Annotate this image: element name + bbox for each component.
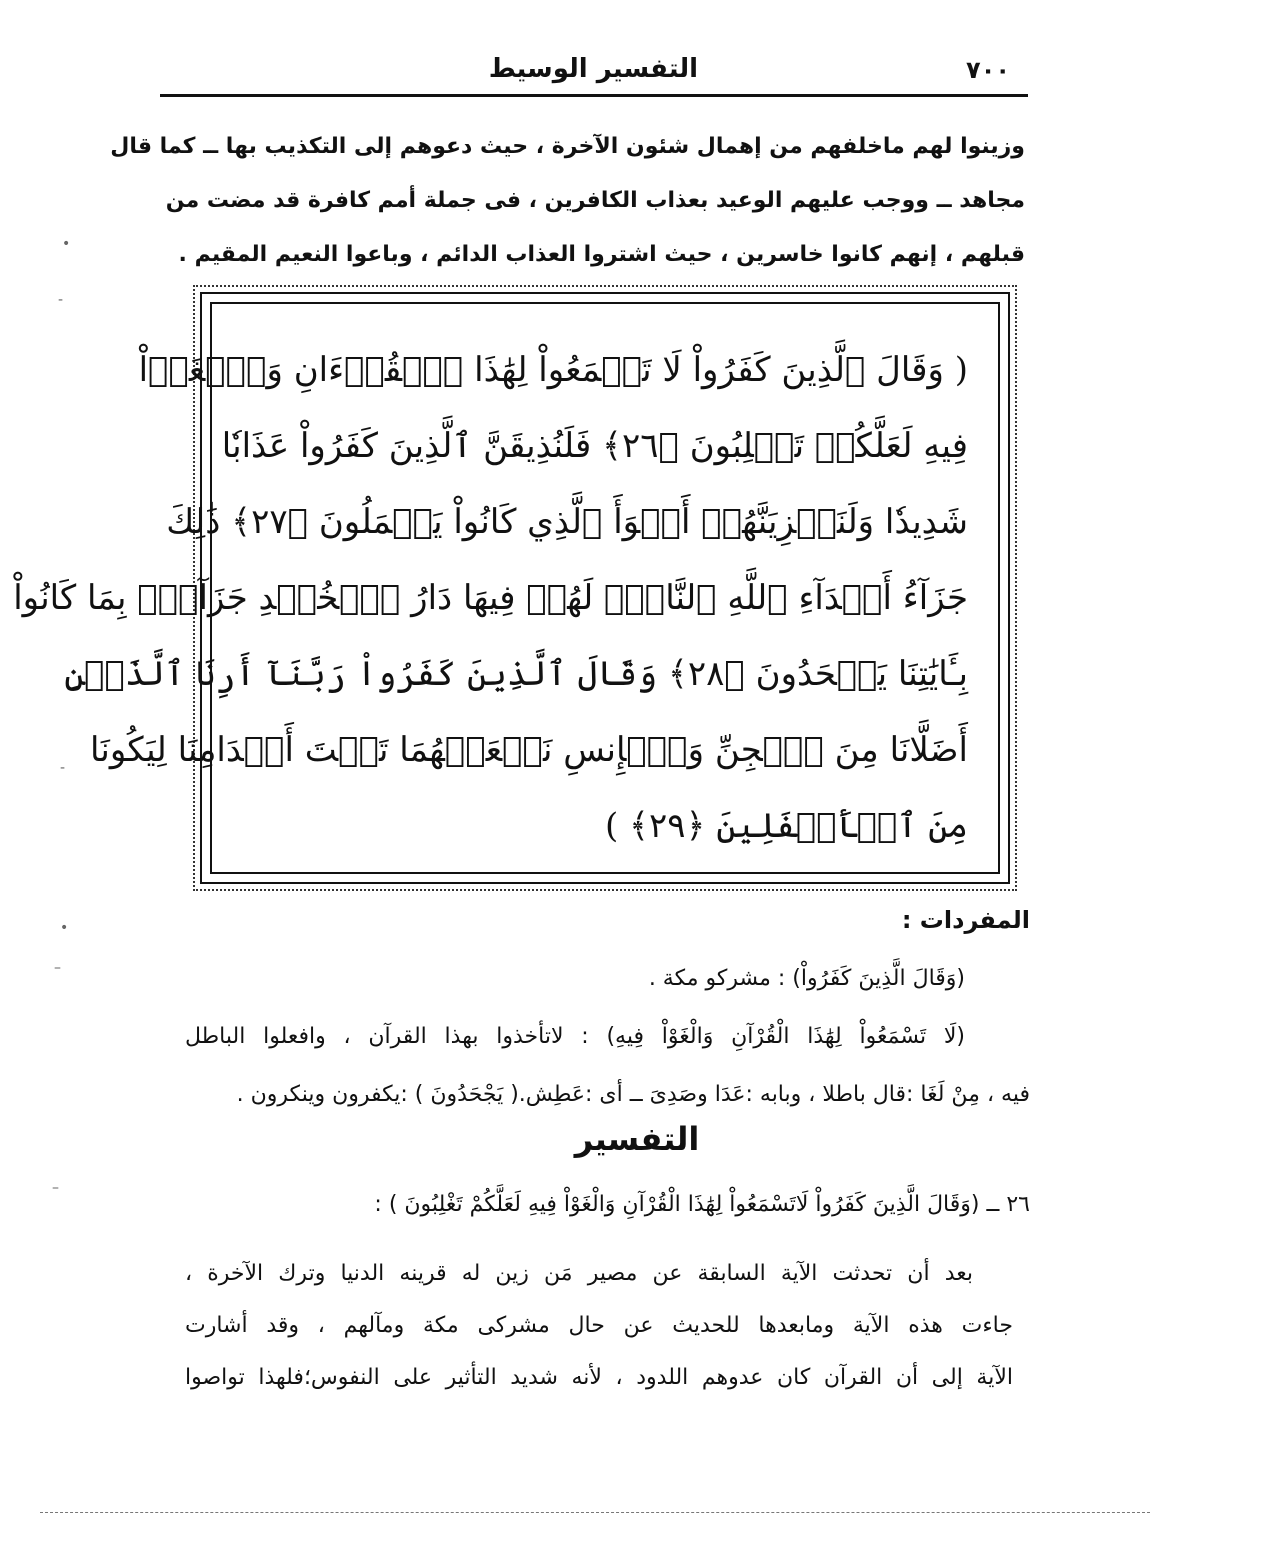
scan-speck: - (58, 292, 64, 308)
text-line: قبلهم ، إنهم كانوا خاسرين ، حيث اشتروا العذاب الدائم ، وباعوا النعيم المقيم . (178, 242, 1025, 267)
vocabulary-entry: (وَقَالَ الَّذِينَ كَفَرُواْ) : مشركو مكة . (648, 966, 965, 991)
text-line: وزينوا لهم ماخلفهم من إهمال شئون الآخرة ، حيث دعوهم إلى التكذيب بها ــ كما قال (110, 134, 1025, 159)
vocabulary-entry: فيه ، مِنْ لَغَا :قال باطلا ، وبابه :عَدَا وصَدِىَ ــ أى :عَطِش.( يَجْحَدُونَ ) :يكفرون وينكرون . (236, 1082, 1030, 1107)
verse-lines (13, 332, 968, 864)
page-number: ٧٠٠ (966, 56, 1010, 84)
section-title: التفسير (574, 1120, 700, 1158)
verse-26-heading: ٢٦ ــ (وَقَالَ الَّذِينَ كَفَرُواْ لَاتَسْمَعُواْ لِهَٰذَا الْقُرْآنِ وَالْغَوْاْ فِيهِ لَعَلَّكُمْ تَغْلِبُونَ ) : (374, 1192, 1030, 1217)
page-bottom-edge (40, 1512, 1150, 1513)
quran-verse-box (13, 292, 1010, 884)
scan-speck: – (52, 1180, 59, 1196)
scan-speck: - (60, 760, 66, 776)
verse-line: أَضَلَّانَا مِنَ ٱلۡجِنِّ وَٱلۡإِنسِ نَجۡعَلۡهُمَا تَحۡتَ أَقۡدَامِنَا لِيَكُونَا (90, 730, 968, 770)
verse-line: شَدِيدٗا وَلَنَجۡزِيَنَّهُمۡ أَسۡوَأَ ٱلَّذِي كَانُواْ يَعۡمَلُونَ ﴿٢٧﴾ ذَٰلِكَ (166, 502, 968, 542)
verse-line: بِـَٔايَٰتِنَا يَجۡحَدُونَ ﴿٢٨﴾ وَقَالَ ٱلَّذِينَ كَفَرُواْ رَبَّنَآ أَرِنَا ٱلَّذَيۡنِ (64, 654, 968, 694)
scan-speck: – (54, 960, 61, 976)
vocabulary-list (185, 950, 1030, 1124)
verse-line: فِيهِ لَعَلَّكُمۡ تَغۡلِبُونَ ﴿٢٦﴾ فَلَنُذِيقَنَّ ٱلَّذِينَ كَفَرُواْ عَذَابٗا (221, 426, 968, 466)
text-line: جاءت هذه الآية ومابعدها للحديث عن حال مشركى مكة ومآلهم ، وقد أشارت (185, 1313, 1013, 1338)
verse-line: ( وَقَالَ ٱلَّذِينَ كَفَرُواْ لَا تَسۡمَعُواْ لِهَٰذَا ٱلۡقُرۡءَانِ وَٱلۡغَوۡاْ (138, 350, 968, 390)
tafsir-paragraph (185, 1248, 1013, 1404)
text-line: بعد أن تحدثت الآية السابقة عن مصير مَن زين له قرينه الدنيا وترك الآخرة ، (185, 1261, 973, 1286)
vocabulary-entry: (لَا تَسْمَعُواْ لِهَٰذَا الْقُرْآنِ وَالْغَوْاْ فِيهِ) : لاتأخذوا بهذا القرآن ، وافعلوا الباطل (185, 1024, 965, 1049)
intro-paragraph (110, 120, 1025, 282)
verse-line: جَزَآءُ أَعۡدَآءِ ٱللَّهِ ٱلنَّارُۖ لَهُمۡ فِيهَا دَارُ ٱلۡخُلۡدِ جَزَآءَۢ بِمَا كَانُواْ (13, 578, 968, 618)
vocabulary-heading: المفردات : (901, 906, 1030, 934)
text-line: مجاهد ــ ووجب عليهم الوعيد بعذاب الكافرين ، فى جملة أمم كافرة قد مضت من (165, 188, 1025, 213)
text-line: الآية إلى أن القرآن كان عدوهم اللدود ، لأنه شديد التأثير على النفوس؛فلهذا تواصوا (185, 1365, 1013, 1390)
page-header (160, 50, 1028, 94)
header-rule (160, 94, 1028, 97)
scan-speck: • (60, 920, 69, 936)
verse-line: مِنَ ٱلۡأَسۡفَلِينَ ﴿٢٩﴾ ) (604, 806, 968, 846)
running-title: التفسير الوسيط (488, 54, 698, 84)
scan-speck: • (62, 236, 71, 252)
